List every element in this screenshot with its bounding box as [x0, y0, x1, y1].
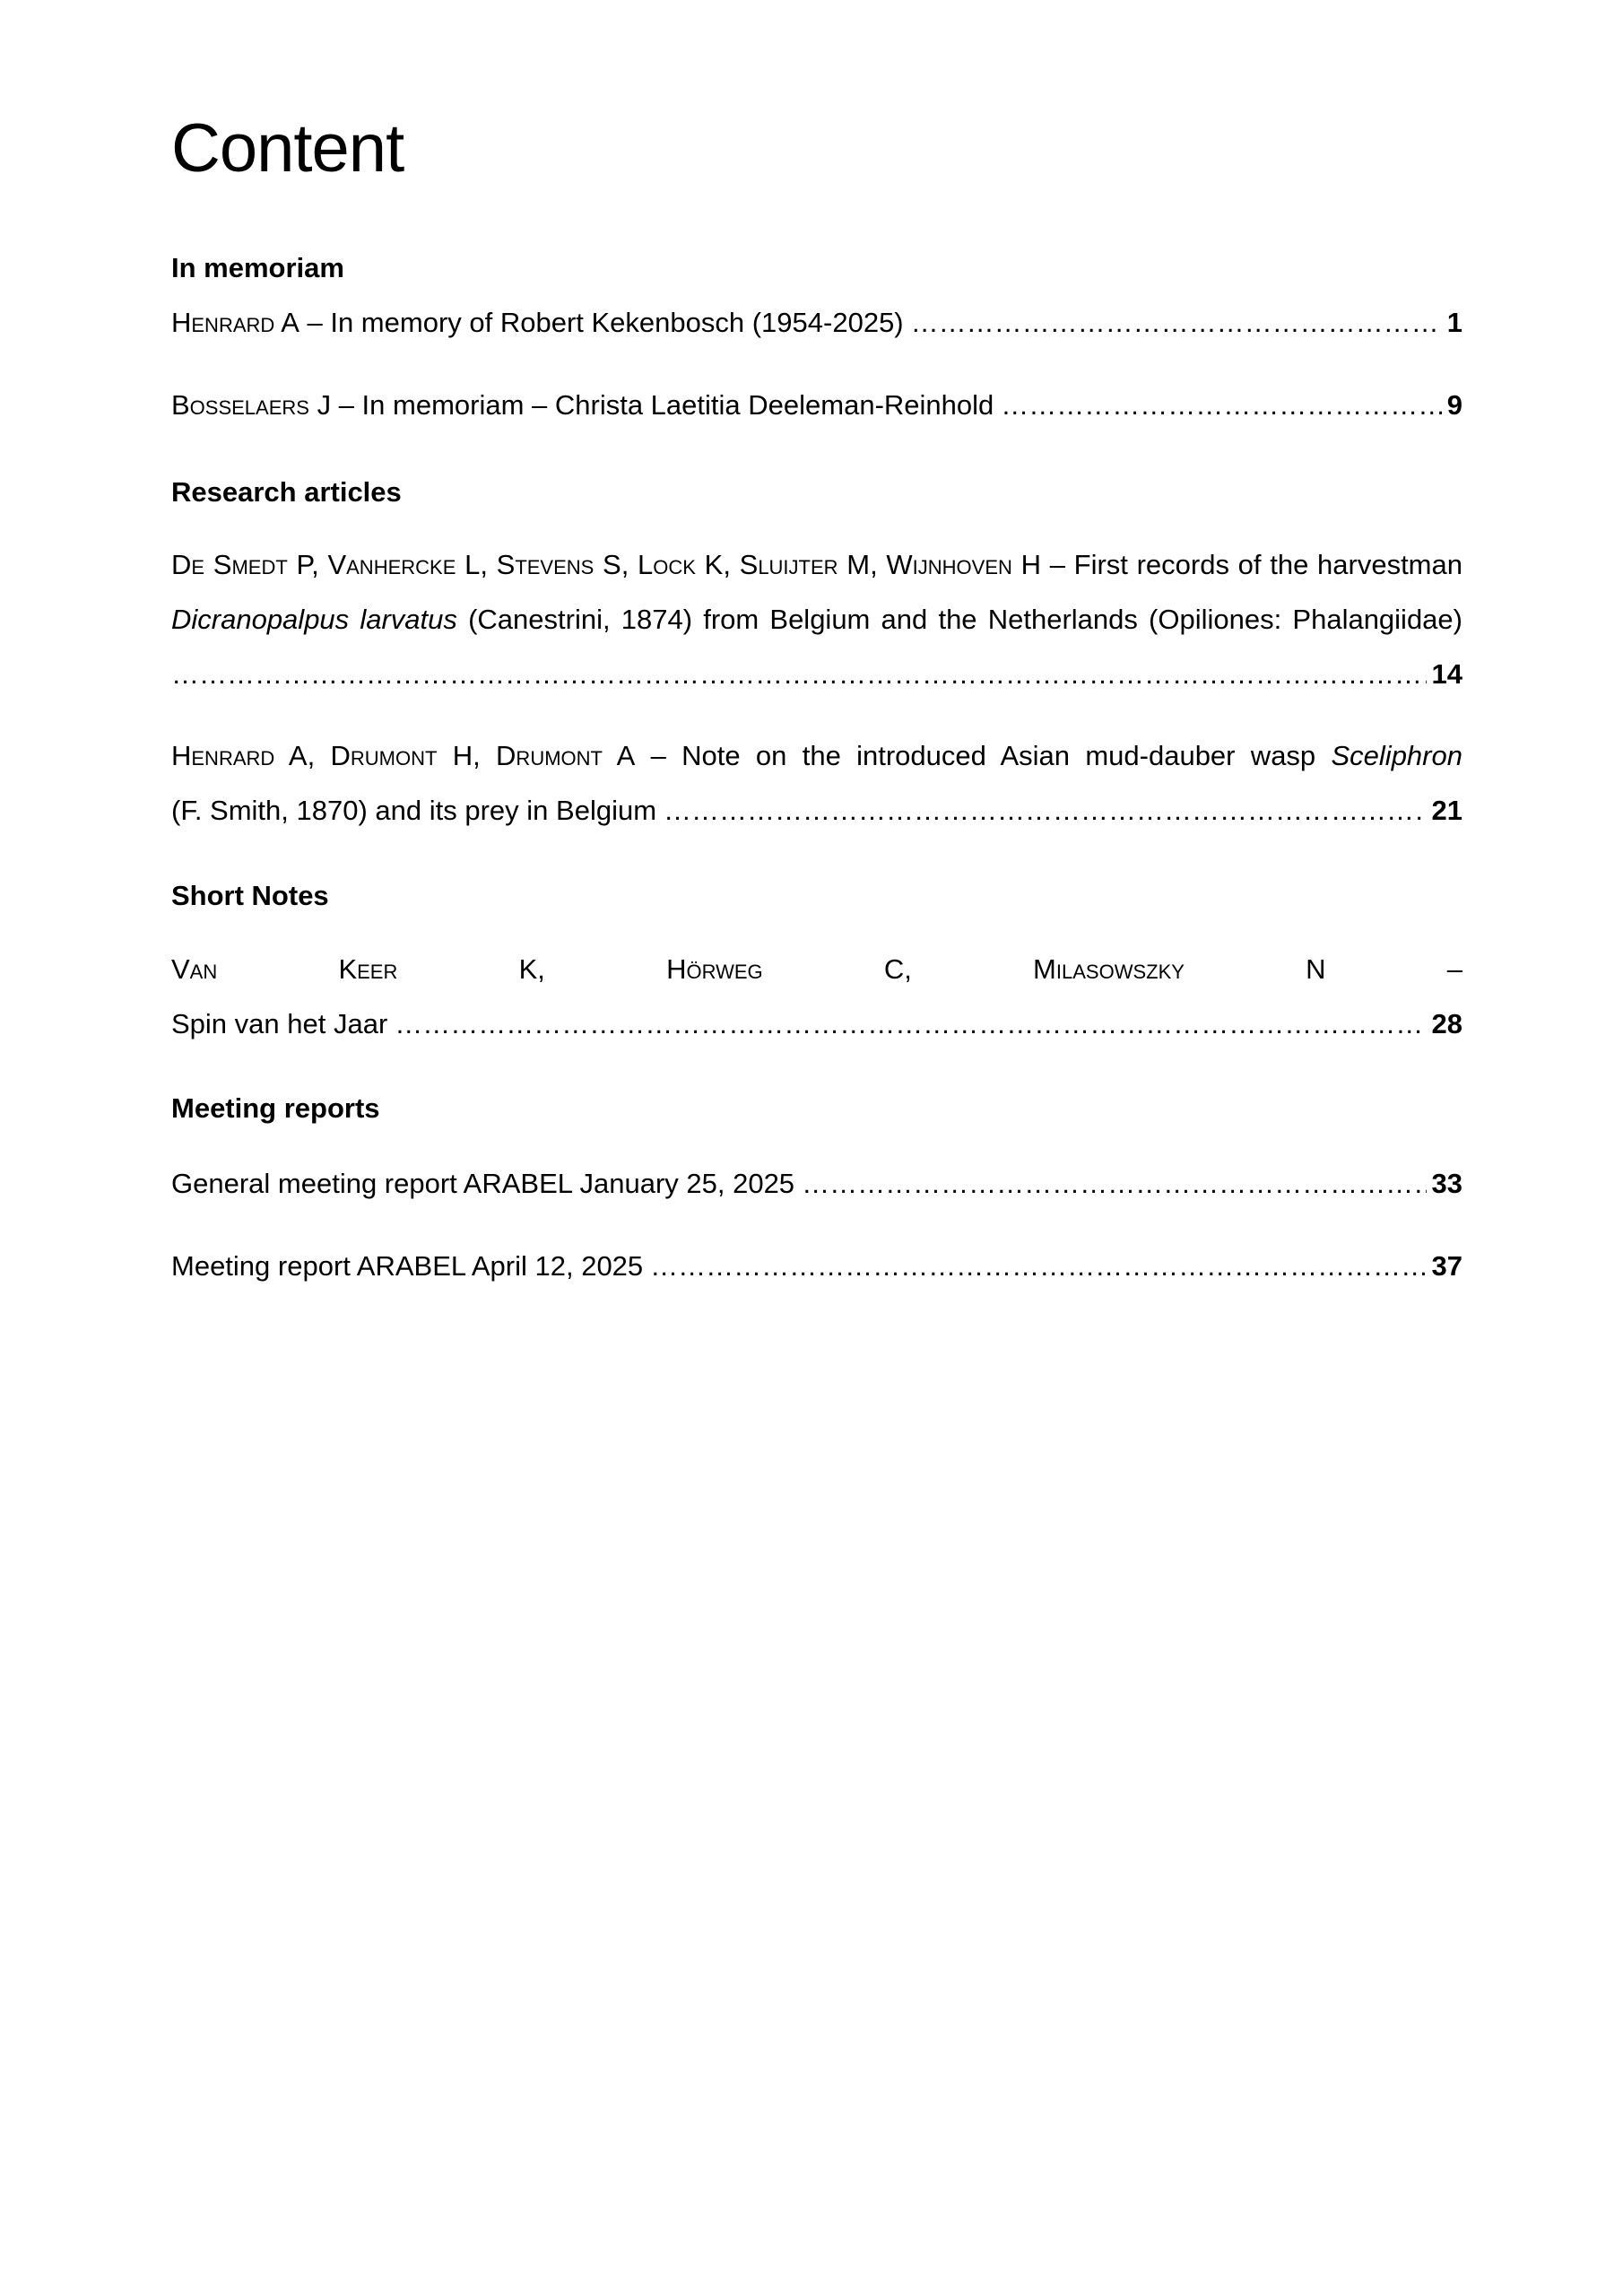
entry-title-cont: (Canestrini, 1874) from Belgium and the Netherlands (Opiliones: Phalangiidae): [468, 604, 1462, 635]
entry-authors: Van Keer K, Hörweg C, Milasowszky N: [171, 953, 1326, 985]
entry-title: In memory of Robert Kekenbosch (1954-2025): [330, 307, 904, 338]
entry-page-number: 21: [1431, 795, 1462, 826]
entry-authors: Henrard A, Drumont H, Drumont A: [171, 740, 636, 771]
dot-leader: [664, 793, 1426, 829]
entry-authors: Bosselaers J: [171, 389, 332, 421]
entry-page-number: 14: [1431, 658, 1462, 690]
dot-leader: [395, 1006, 1426, 1042]
dot-leader: [650, 1248, 1426, 1284]
toc-entry[interactable]: Bosselaers J – In memoriam – Christa Laetitia Deeleman-Reinhold ……………………………………………………………………………………………………………………………………………………………………………………………………………………………………………………………………………………………………………………… 9: [171, 387, 1462, 423]
section-heading-meeting-reports: Meeting reports: [171, 1092, 380, 1124]
entry-title: General meeting report ARABEL January 25, 2025: [171, 1168, 795, 1199]
entry-authors: Henrard A: [171, 307, 299, 338]
entry-page-number: 9: [1446, 389, 1462, 421]
toc-entry[interactable]: [171, 1248, 1462, 1284]
section-heading-short-notes: Short Notes: [171, 880, 329, 911]
entry-title-cont: Spin van het Jaar: [171, 1008, 388, 1039]
dot-leader: [1001, 387, 1441, 423]
entry-title-cont: (F. Smith, 1870) and its prey in Belgium: [171, 795, 657, 826]
species-name: Dicranopalpus larvatus: [171, 604, 457, 635]
toc-entry[interactable]: Henrard A – In memory of Robert Kekenbosch (1954-2025) ……………………………………………………………………………………………………………………………………………………………………………………………………………………………………………………………………………………………………………………… 1: [171, 305, 1462, 341]
entry-title: First records of the harvestman: [1073, 549, 1462, 580]
dot-leader: [911, 305, 1442, 341]
entry-authors: De Smedt P, Vanhercke L, Stevens S, Lock K, Sluijter M, Wijnhoven H: [171, 549, 1041, 580]
dot-leader: [802, 1166, 1426, 1202]
dot-leader: [171, 657, 1427, 692]
entry-page-number: 37: [1431, 1250, 1462, 1282]
entry-title: In memoriam – Christa Laetitia Deeleman-Reinhold: [361, 389, 994, 421]
species-name: Sceliphron: [1331, 740, 1462, 771]
section-heading-research-articles: Research articles: [171, 476, 402, 508]
entry-title: Meeting report ARABEL April 12, 2025: [171, 1250, 644, 1282]
entry-title: Note on the introduced Asian mud-dauber wasp: [681, 740, 1316, 771]
entry-page-number: 1: [1446, 307, 1462, 338]
entry-page-number: 33: [1431, 1168, 1462, 1199]
section-heading-in-memoriam: In memoriam: [171, 252, 344, 283]
page-title: Content: [171, 110, 404, 187]
entry-page-number: 28: [1431, 1008, 1462, 1039]
toc-entry[interactable]: [171, 1166, 1462, 1202]
